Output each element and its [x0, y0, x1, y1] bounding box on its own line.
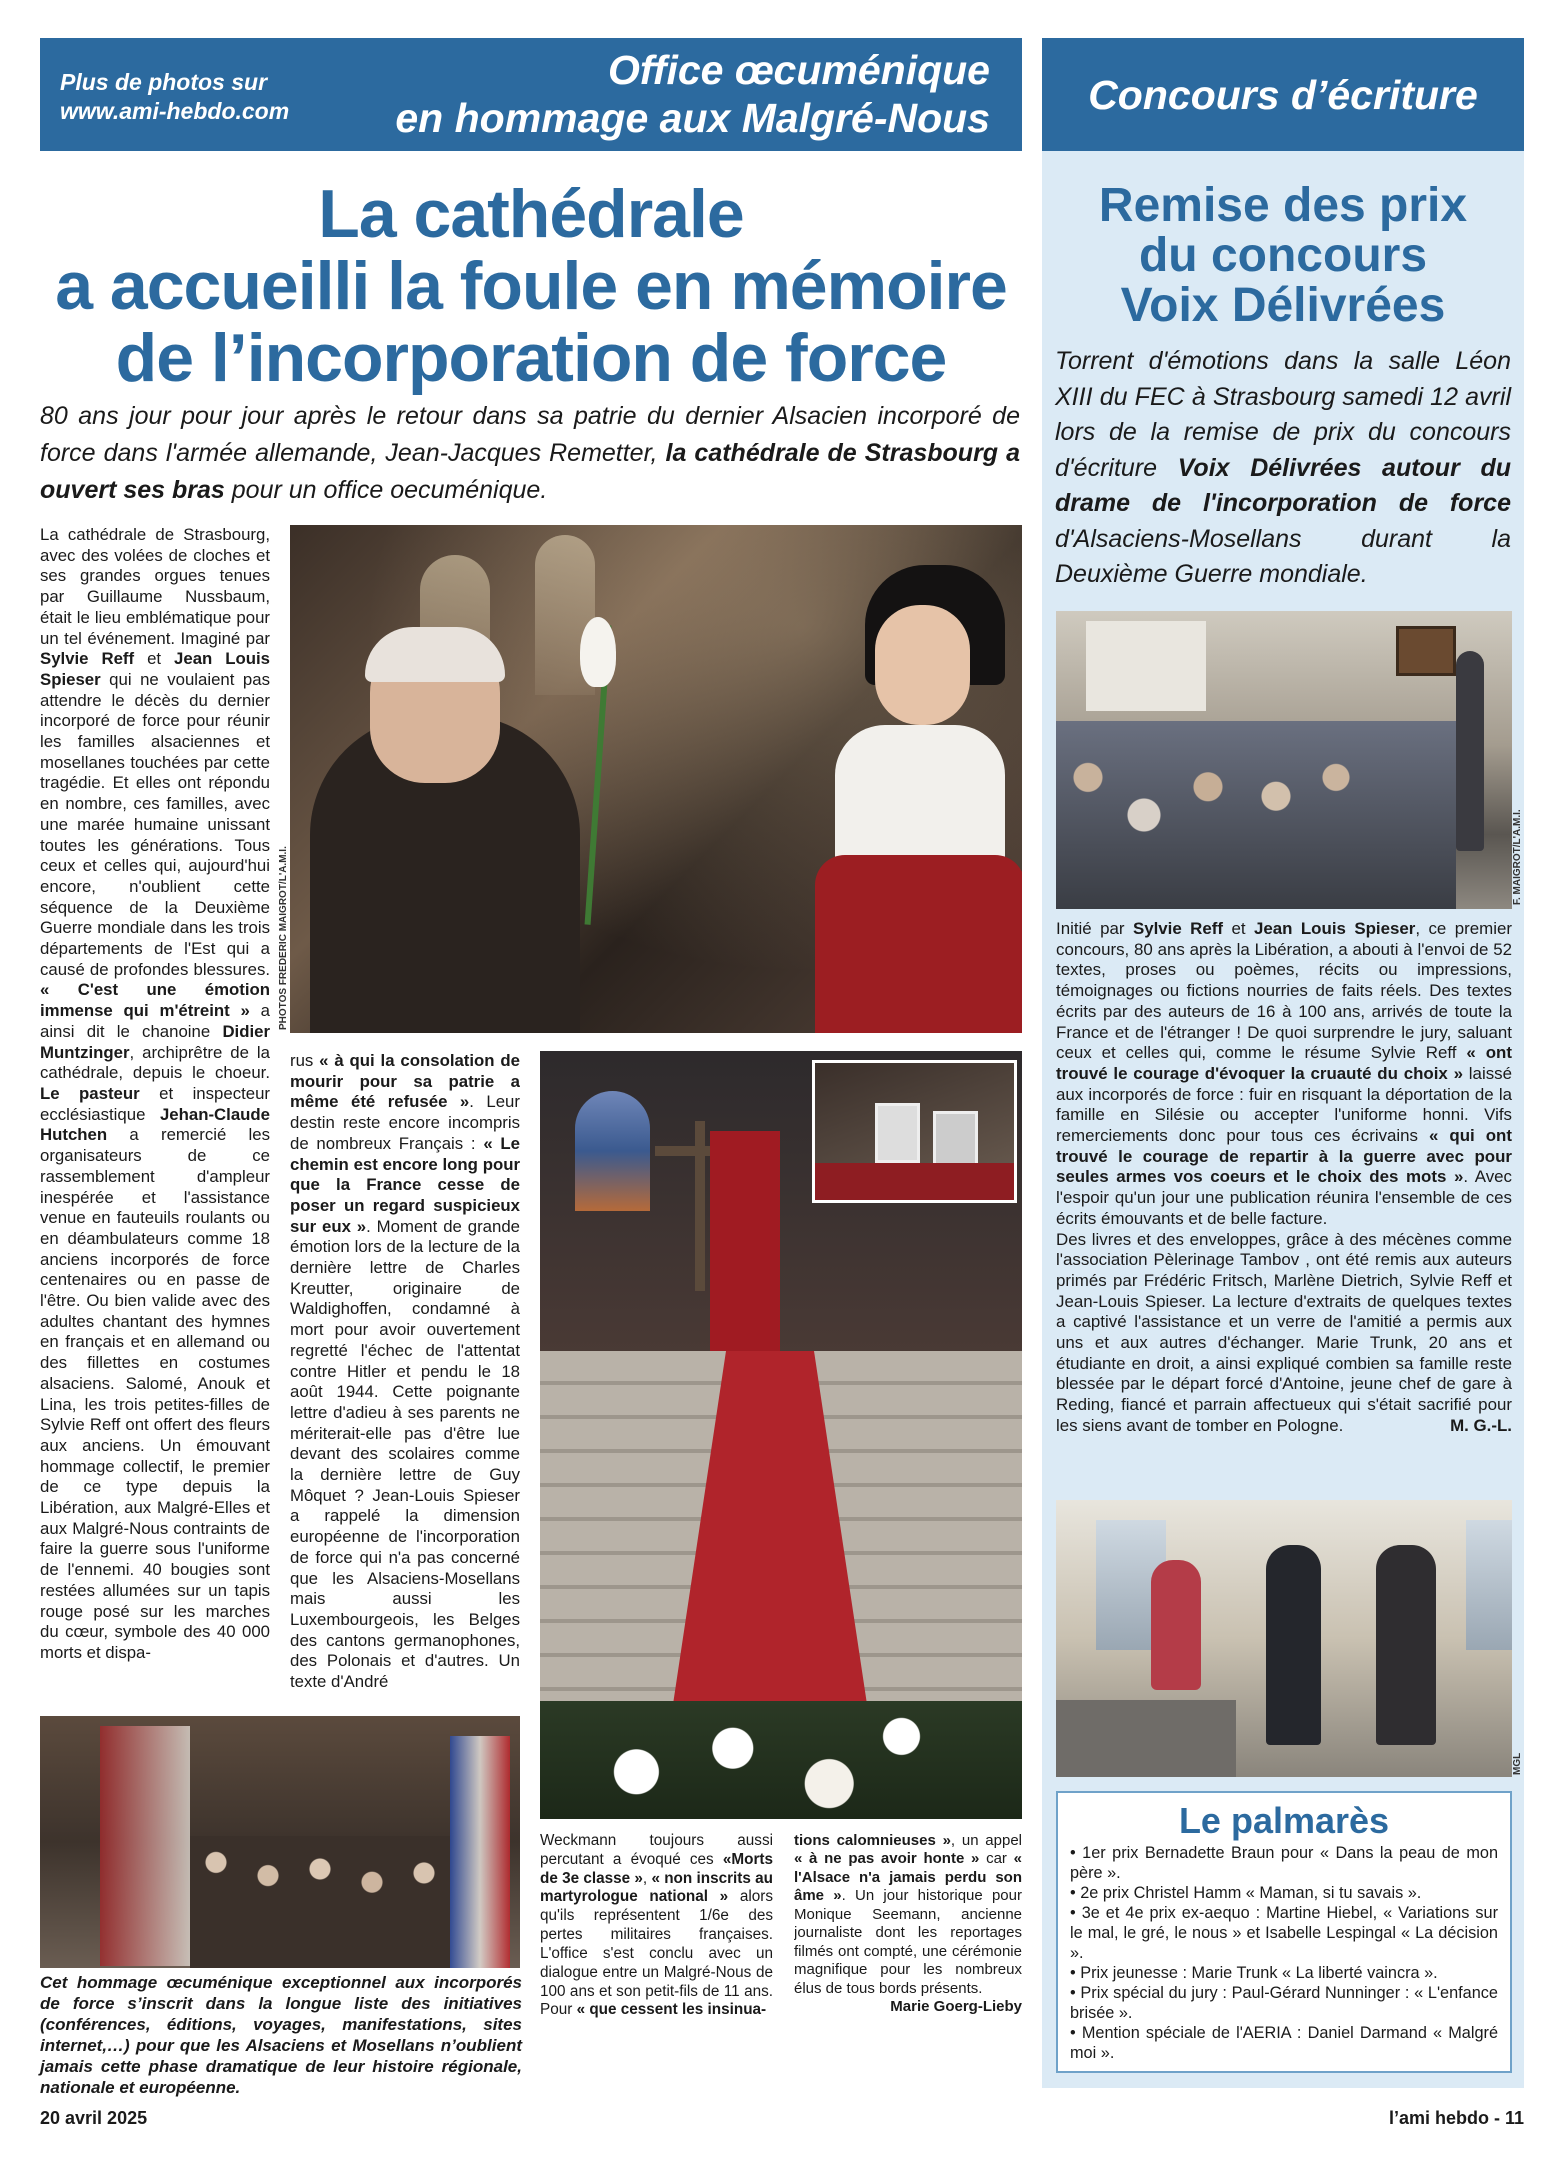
text-run: « à ne pas avoir honte » — [794, 1850, 980, 1868]
text-run: « à qui la consolation de mourir pour sa patrie a même été refusée » — [290, 1051, 520, 1112]
sidebar-headline-line: du concours — [1138, 229, 1428, 282]
text-run: alors qu'ils représentent 1/6e des pertes militaires françaises. L'office s'est conclu avec un dialogue entre un Malgré-Nous de 100 ans et son petit-fils de 11 ans. Pour — [540, 1888, 773, 2019]
palmares-item: • Prix spécial du jury : Paul-Gérard Nunninger : « L'enfance brisée ». — [1070, 1984, 1498, 2023]
text-run: , archiprêtre de la cathédrale, depuis le choeur. — [40, 1042, 270, 1083]
text-run: « l'Alsace n'a jamais perdu son âme » — [794, 1850, 1022, 1905]
text-run: Weckmann toujours aussi percutant a évoqué ces — [540, 1832, 773, 1868]
sidebar-signature: M. G.-L. — [1450, 1415, 1512, 1435]
photo-credit: PHOTOS FREDERIC MAIGROT/L'A.M.I. — [278, 846, 289, 1030]
text-run: a ainsi dit le chanoine — [40, 1001, 270, 1041]
text-run: a remercié les organisateurs de ce rassemblement d'ampleur inespérée et l'assistance venue en fauteuils roulants ou en déambulateurs comme 18 anciens incorporés de force centenaires ou en passe de l'être. Ou bien valide avec des adultes chantant des hymnes en français et en allemand ou des fillettes en costumes alsaciens. Salomé, Anouk et Lina, les trois petites-filles de Sylvie Reff ont offert des fleurs aux anciens. Un émouvant hommage collectif, le premier de ce type depuis la Libération, aux Malgré-Elles et aux Malgré-Nous contraints de faire la guerre sous l'uniforme de l'ennemi. 40 bougies sont restées allumées sur un tapis rouge posé sur les marches du cœur, symbole des 40 000 morts et dispa- — [40, 1125, 270, 1662]
text-run: Didier Muntzinger — [40, 1021, 270, 1062]
sidebar-banner — [1042, 38, 1524, 151]
sidebar-headline-line: Remise des prix — [1098, 179, 1468, 232]
sidebar-lead — [1055, 344, 1511, 593]
text-run: Jean Louis Spieser — [40, 649, 270, 689]
text-run: Le pasteur — [40, 1083, 140, 1103]
sidebar-paragraph-2-text: Des livres et des enveloppes, grâce à des mécènes comme l'association Pèlerinage Tambov , ont été remis aux auteurs primés par Frédéric Fritsch, Marlène Dietrich, Sylvie Reff et Jean-Louis Spieser. La lecture d'extraits de quelques textes a captivé l'assistance et un verre de l'amitié a permis aux uns et aux autres d'échanger. Marie Trunk, 20 ans et étudiante en droit, a ainsi expliqué combien sa famille reste blessée par le départ forcé d'Antoine, jeune chef de gare à Reding, fiancé et parrain affectueux qui s'était sacrifié pour les siens avant de tomber en Pologne. — [1056, 1229, 1512, 1435]
text-run: « qui ont trouvé le courage de repartir à la guerre avec pour seules armes vos coeurs et le choix des mots » — [1056, 1126, 1513, 1187]
section-title-line2: en hommage aux Malgré-Nous — [395, 95, 990, 141]
article-column-1 — [40, 525, 270, 1700]
author-signature: Marie Goerg-Lieby — [890, 1998, 1022, 2016]
palmares-box — [1056, 1791, 1512, 2073]
sidebar-paragraph-1 — [1056, 919, 1512, 1230]
text-run: . Leur destin reste encore incompris de nombreux Français : — [290, 1092, 520, 1153]
palmares-item: • 2e prix Christel Hamm « Maman, si tu savais ». — [1070, 1884, 1422, 1903]
site-promo-line: Plus de photos sur — [60, 69, 268, 95]
text-run: , — [642, 1869, 652, 1887]
photo-veteran-receiving-flower — [290, 525, 1022, 1033]
issue-date: 20 avril 2025 — [40, 2108, 148, 2128]
photo-inset-portraits — [812, 1060, 1017, 1203]
article-column-4 — [794, 1832, 1022, 2032]
award-photo-credit: MGL — [1512, 1752, 1523, 1775]
text-run: La cathédrale de Strasbourg, avec des volées de cloches et ses grandes orgues tenues par Guillaume Nussbaum, était le lieu emblématique pour un tel événement. Imaginé par — [40, 525, 270, 648]
text-run: qui ne voulaient pas attendre le décès du dernier incorporé de force pour réunir les familles alsaciennes et mosellanes touchées par cette tragédie. Et elles ont répondu en nombre, ces familles, avec une marée humaine unissant toutes les générations. Tous ceux et celles qui, aujourd'hui encore, n'oublient cette séquence de la Deuxième Guerre mondiale dans les trois départements de l'Est qui a causé de profondes blessures. — [40, 669, 270, 979]
photo-cathedral-crowd — [40, 1716, 520, 1968]
photo-award-ceremony — [1056, 1500, 1512, 1777]
text-run: « C'est une émotion immense qui m'étreint » — [40, 980, 270, 1021]
palmares-item: • 3e et 4e prix ex-aequo : Martine Hiebel, « Variations sur le mal, le gré, le nous » et Isabelle Lespingal « La décision ». — [1070, 1904, 1498, 1963]
text-run: Sylvie Reff — [1132, 919, 1224, 938]
palmares-item: • Mention spéciale de l'AERIA : Daniel Darmand « Malgré moi ». — [1070, 2024, 1498, 2063]
lead-text: pour un office oecuménique. — [224, 476, 548, 504]
photo-caption: Cet hommage œcuménique exceptionnel aux incorporés de force s’inscrit dans la longue liste des initiatives (conférences, éditions, voyages, manifestations, sites internet,…) pour que les Alsaciens et Mosellans n’oublient jamais cette phase dramatique de leur histoire régionale, nationale et européenne. — [40, 1973, 522, 2097]
sidebar-lead-bold: Voix Délivrées autour du drame de l'incorporation de force — [1055, 453, 1511, 517]
sidebar-lead-text: Torrent d'émotions dans la salle Léon XIII du FEC à Strasbourg samedi 12 avril lors de la remise de prix du concours d'écriture — [1055, 347, 1511, 482]
text-run: Jehan-Claude Hutchen — [40, 1104, 270, 1145]
text-run: rus — [290, 1051, 320, 1070]
text-run: et — [1223, 919, 1254, 938]
text-run: Jean Louis Spieser — [1253, 919, 1416, 938]
text-run: , ce premier concours, 80 ans après la Libération, a abouti à l'envoi de 52 textes, proses ou poèmes, récits ou impressions, témoignages ou fictions nourries de faits réels. Des textes écrits par des auteurs de 16 à 100 ans, arrivés de toute la France et de l'étranger ! De quoi surprendre le jury, saluant ceux et celles qui, comme le résume Sylvie Reff — [1056, 919, 1512, 1063]
column-4-text — [794, 1832, 1022, 1998]
lead-bold: la cathédrale de Strasbourg a ouvert ses bras — [40, 439, 1021, 504]
headline-line: de l’incorporation de force — [115, 320, 947, 396]
article-lead — [40, 398, 1020, 509]
palmares-title: Le palmarès — [1178, 1800, 1390, 1841]
site-url[interactable]: www.ami-hebdo.com — [60, 98, 290, 124]
page-folio: l’ami hebdo - 11 — [1388, 2108, 1524, 2128]
text-run: et inspecteur ecclésiastique — [40, 1083, 270, 1124]
article-headline — [40, 178, 1022, 394]
section-title — [395, 46, 990, 142]
text-run: et — [134, 649, 175, 669]
article-column-2 — [290, 1051, 520, 1701]
article-column-3 — [540, 1832, 773, 2032]
headline-line: La cathédrale — [318, 176, 744, 252]
header-banner — [40, 38, 1022, 151]
photo-award-audience — [1056, 611, 1512, 909]
section-title-line1: Office œcuménique — [608, 47, 990, 93]
text-run: Sylvie Reff — [40, 649, 135, 669]
palmares-item: • Prix jeunesse : Marie Trunk « La liberté vaincra ». — [1070, 1964, 1438, 1983]
sidebar-headline — [1042, 181, 1524, 331]
sidebar-lead-text: d'Alsaciens-Mosellans durant la Deuxième Guerre mondiale. — [1055, 524, 1511, 588]
website-promo[interactable] — [60, 68, 289, 126]
text-run: «Morts de 3e classe » — [540, 1850, 773, 1887]
text-run: . Avec l'espoir qu'un jour une publication réunira l'ensemble de ces écrits émouvants et de belle facture. — [1056, 1167, 1512, 1228]
text-run: « non inscrits au martyrologue national » — [540, 1869, 773, 1906]
lead-text: 80 ans jour pour jour après le retour dans sa patrie du dernier Alsacien incorporé de force dans l'armée allemande, Jean-Jacques Remetter, — [40, 402, 1020, 467]
text-run: . Un jour historique pour Monique Seemann, ancienne journaliste dont les reportages filmés ont compté, une cérémonie magnifique pour les nombreux élus de tous bords présents. — [794, 1887, 1022, 1997]
text-run: laissé aux incorporés de force : fuir en risquant la déportation de la famille en Silésie ou accepter l'uniforme honni. Vifs remerciements donc pour tous ces écrivains — [1056, 1063, 1512, 1146]
text-run: « Le chemin est encore long pour que la France cesse de poser un regard suspicieux sur eux » — [290, 1133, 520, 1236]
text-run: Initié par — [1056, 919, 1133, 938]
headline-line: a accueilli la foule en mémoire — [55, 248, 1007, 324]
sidebar-headline-line: Voix Délivrées — [1120, 279, 1446, 332]
sidebar-body — [1056, 919, 1512, 1437]
text-run: tions calomnieuses » — [794, 1832, 951, 1849]
sidebar-photo-credit: F. MAIGROT/L'A.M.I. — [1512, 809, 1523, 905]
text-run: « que cessent les insinua- — [576, 2001, 767, 2019]
sidebar-paragraph-2 — [1056, 1230, 1512, 1437]
palmares-list — [1070, 1843, 1498, 2064]
text-run: . Moment de grande émotion lors de la lecture de la dernière lettre de Charles Kreutter, originaire de Waldighoffen, condamné à mort pour avoir ouvertement regretté l'échec de l'attentat contre Hitler et pendu le 18 août 1944. Cette poignante lettre d'adieu à ses parents ne mériterait-elle pas d'être lue devant des scolaires comme la dernière lettre de Guy Môquet ? Jean-Louis Spieser a rappelé la dimension européenne de l'incorporation de force qui n'a pas concerné que les Alsaciens-Mosellans mais aussi les Luxembourgeois, les Belges des cantons germanophones, des Polonais et d'autres. Un texte d'André — [290, 1216, 520, 1692]
palmares-item: • 1er prix Bernadette Braun pour « Dans la peau de mon père ». — [1070, 1844, 1498, 1883]
text-run: « ont trouvé le courage d'évoquer la cruauté du choix » — [1056, 1043, 1512, 1083]
text-run: car — [979, 1850, 1014, 1868]
text-run: , un appel — [950, 1832, 1022, 1849]
sidebar-section-title: Concours d’écriture — [1088, 72, 1478, 118]
